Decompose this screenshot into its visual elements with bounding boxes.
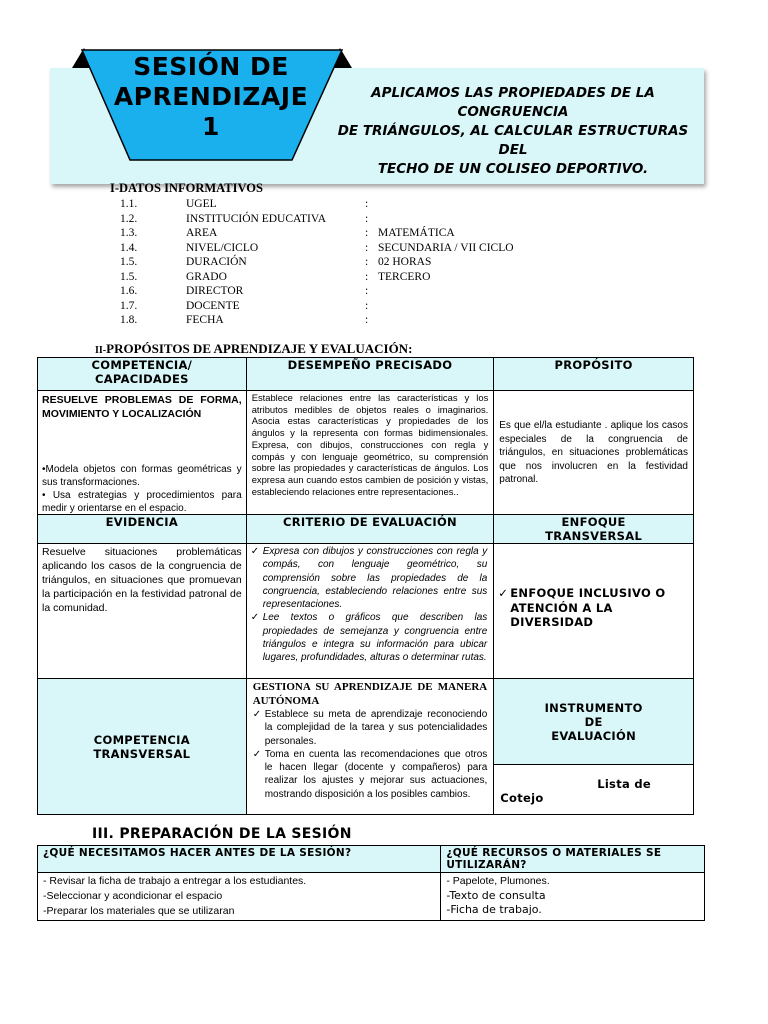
- competencia-transversal-cell: [38, 679, 247, 815]
- recurso-item: - Papelote, Plumones.: [446, 875, 550, 887]
- desempeno-text: Establece relaciones entre las características y los atributos medibles de objetos reales o imaginarios. Asocia estas características y propiedades de los ángulos y la representa con formas bidimensionales. Expresa, con dibujos, construcciones con regla y compás y con lenguaje geométrico, su comprensión sobre las propiedades y características de ángulos. Los expresa aun cuando estos cambien de posición y vistas, estableciendo relaciones entre representaciones..: [251, 392, 489, 497]
- datos-row-separator: :: [365, 227, 369, 239]
- instrumento-line1: INSTRUMENTO: [544, 700, 643, 715]
- gestiona-list: [253, 708, 488, 801]
- gestiona-cell: [246, 679, 494, 815]
- gestiona-item-text: Toma en cuenta las recomendaciones que otros le hacen llegar (docente y compañeros) para realizar los ajustes y mejorar sus actuaciones, mostrando disposición a los posibles cambios.: [264, 748, 488, 800]
- header-desempeno: DESEMPEÑO PRECISADO: [246, 358, 494, 391]
- datos-row: [0, 256, 768, 271]
- desempeno-cell: [246, 391, 494, 515]
- criterio-list: [251, 545, 488, 665]
- datos-title: I-DATOS INFORMATIVOS: [110, 181, 263, 195]
- hacer-item: - Revisar la ficha de trabajo a entregar a los estudiantes.: [43, 875, 307, 887]
- datos-row-label: NIVEL/CICLO: [186, 241, 259, 254]
- criterio-item: [251, 545, 488, 611]
- datos-row-number: 1.5.: [120, 270, 138, 283]
- subtitle-line2: DE TRIÁNGULOS, AL CALCULAR ESTRUCTURAS DEL: [337, 123, 689, 158]
- instrumento-line2: DE: [584, 714, 603, 729]
- proposito-text: Es que el/la estudiante . aplique los casos especiales de la congruencia de triángulos, en situaciones problemáticas que nos involucren en la festividad patronal.: [499, 420, 688, 485]
- datos-row-number: 1.7.: [120, 299, 138, 312]
- subtitle-line1: APLICAMOS LAS PROPIEDADES DE LA CONGRUENCIA: [371, 85, 655, 120]
- lista-line2: Cotejo: [500, 791, 544, 805]
- gestiona-item: [253, 708, 488, 748]
- datos-row-value: MATEMÁTICA: [378, 227, 455, 239]
- evidencia-text: Resuelve situaciones problemáticas aplicando los casos de la congruencia de triángulos, en situaciones que promuevan la participación en la festividad patronal de la comunidad.: [42, 546, 242, 614]
- proposito-cell: [494, 391, 694, 515]
- enfoque-item-text: ENFOQUE INCLUSIVO O ATENCIÓN A LA DIVERSIDAD: [510, 586, 666, 629]
- datos-row-number: 1.8.: [120, 314, 138, 326]
- datos-row-label: FECHA: [186, 314, 224, 326]
- instrumento-value-cell: [494, 765, 694, 815]
- datos-row: [0, 213, 768, 228]
- datos-row-label: INSTITUCIÓN EDUCATIVA: [186, 212, 327, 225]
- capacidad-item: •Modela objetos con formas geométricas y sus transformaciones.: [42, 464, 242, 488]
- recursos-list: [446, 874, 699, 918]
- datos-row-separator: :: [365, 256, 369, 268]
- capacidad-item: • Usa estrategias y procedimientos para medir y orientarse en el espacio.: [42, 490, 242, 514]
- datos-row-number: 1.1.: [120, 198, 138, 210]
- datos-row-number: 1.4.: [120, 241, 138, 254]
- hacer-item: -Seleccionar y acondicionar el espacio: [43, 890, 223, 902]
- datos-row: [0, 198, 768, 213]
- datos-row-label: DOCENTE: [186, 299, 240, 312]
- hacer-item: -Preparar los materiales que se utilizaran: [43, 905, 235, 917]
- hacer-cell: [38, 873, 441, 921]
- enfoque-list: [498, 586, 687, 630]
- datos-row-number: 1.3.: [120, 227, 138, 239]
- subtitle-line3: TECHO DE UN COLISEO DEPORTIVO.: [377, 161, 649, 177]
- preparation-table: [37, 845, 705, 921]
- datos-row-separator: :: [365, 212, 369, 225]
- datos-row-separator: :: [365, 198, 369, 210]
- datos-row-value: SECUNDARIA / VII CICLO: [378, 241, 514, 254]
- header-competencia-line1: COMPETENCIA/: [91, 358, 193, 372]
- datos-row: [0, 300, 768, 315]
- datos-row: [0, 285, 768, 300]
- competencia-text: RESUELVE PROBLEMAS DE FORMA, MOVIMIENTO Y LOCALIZACIÓN: [42, 394, 242, 420]
- section-3-title: III. PREPARACIÓN DE LA SESIÓN: [92, 826, 352, 842]
- header-enfoque-line1: ENFOQUE: [561, 515, 626, 529]
- capacidades-list: [42, 463, 242, 515]
- competencia-transversal-line1: COMPETENCIA: [93, 732, 190, 747]
- instrumento-cell: [494, 679, 694, 765]
- datos-row-label: UGEL: [186, 198, 217, 210]
- datos-row: [0, 242, 768, 257]
- criterio-cell: [246, 544, 494, 679]
- section-2-title: [95, 341, 412, 357]
- header-criterio: CRITERIO DE EVALUACIÓN: [246, 515, 494, 544]
- datos-row-value: 02 HORAS: [378, 256, 432, 268]
- datos-row-value: TERCERO: [378, 270, 431, 283]
- gestiona-title: GESTIONA SU APRENDIZAJE DE MANERA AUTÓNOMA: [252, 681, 488, 707]
- datos-row-separator: :: [365, 285, 369, 297]
- datos-row: [0, 314, 768, 329]
- section-2-prefix: II-: [95, 345, 107, 356]
- header-competencia: [38, 358, 247, 391]
- competencia-transversal-line2: TRANSVERSAL: [93, 746, 191, 761]
- session-title-line1: SESIÓN DE: [133, 52, 289, 81]
- lista-line1: Lista de: [597, 777, 651, 791]
- enfoque-item: [498, 586, 687, 630]
- criterio-item: [251, 611, 488, 664]
- competencia-cell: [38, 391, 247, 515]
- enfoque-cell: [494, 544, 694, 679]
- session-title: [92, 52, 330, 142]
- datos-row-separator: :: [365, 241, 369, 254]
- datos-row-separator: :: [365, 314, 369, 326]
- datos-list: [0, 198, 768, 333]
- header-competencia-line2: CAPACIDADES: [94, 372, 189, 386]
- evidencia-cell: [38, 544, 247, 679]
- session-title-line2: APRENDIZAJE: [113, 82, 309, 111]
- section-2-label: PROPÓSITOS DE APRENDIZAJE Y EVALUACIÓN:: [106, 341, 413, 356]
- datos-row-separator: :: [365, 299, 369, 312]
- purposes-table: [37, 357, 694, 815]
- datos-row-label: DIRECTOR: [186, 285, 244, 297]
- datos-row-label: DURACIÓN: [186, 256, 247, 268]
- datos-row: [0, 227, 768, 242]
- criterio-item-text: Expresa con dibujos y construcciones con regla y compás, con lenguaje geométrico, su comprensión sobre las propiedades de la congruencia, estableciendo relaciones entre sus representaciones.: [262, 546, 488, 611]
- recurso-item: -Ficha de trabajo.: [446, 903, 542, 916]
- header-recursos: ¿QUÉ RECURSOS O MATERIALES SE UTILIZARÁN?: [441, 846, 705, 873]
- session-title-line3: 1: [202, 112, 220, 141]
- header-enfoque: [494, 515, 694, 544]
- header-hacer: ¿QUÉ NECESITAMOS HACER ANTES DE LA SESIÓN?: [38, 846, 441, 873]
- gestiona-item: [253, 748, 488, 801]
- header-evidencia: EVIDENCIA: [38, 515, 247, 544]
- datos-row-number: 1.5.: [120, 256, 138, 268]
- datos-row-label: GRADO: [186, 270, 227, 283]
- session-subtitle: [328, 84, 698, 179]
- gestiona-item-text: Establece su meta de aprendizaje reconociendo la complejidad de la tarea y sus potencialidades personales.: [264, 709, 488, 747]
- datos-row-separator: :: [365, 270, 369, 283]
- hacer-list: [43, 874, 435, 919]
- datos-row-number: 1.2.: [120, 212, 138, 225]
- recurso-item: -Texto de consulta: [446, 888, 546, 902]
- instrumento-line3: EVALUACIÓN: [551, 728, 637, 743]
- datos-row-number: 1.6.: [120, 285, 138, 297]
- criterio-item-text: Lee textos o gráficos que describen las propiedades de semejanza y congruencia entre triángulos e integra su información para ubicar lugares, profundidades, alturas o determinar rutas.: [262, 612, 488, 664]
- datos-row-label: AREA: [186, 227, 218, 239]
- header-enfoque-line2: TRANSVERSAL: [545, 529, 643, 543]
- datos-row: [0, 271, 768, 286]
- recursos-cell: [441, 873, 705, 921]
- header-proposito: PROPÓSITO: [494, 358, 694, 391]
